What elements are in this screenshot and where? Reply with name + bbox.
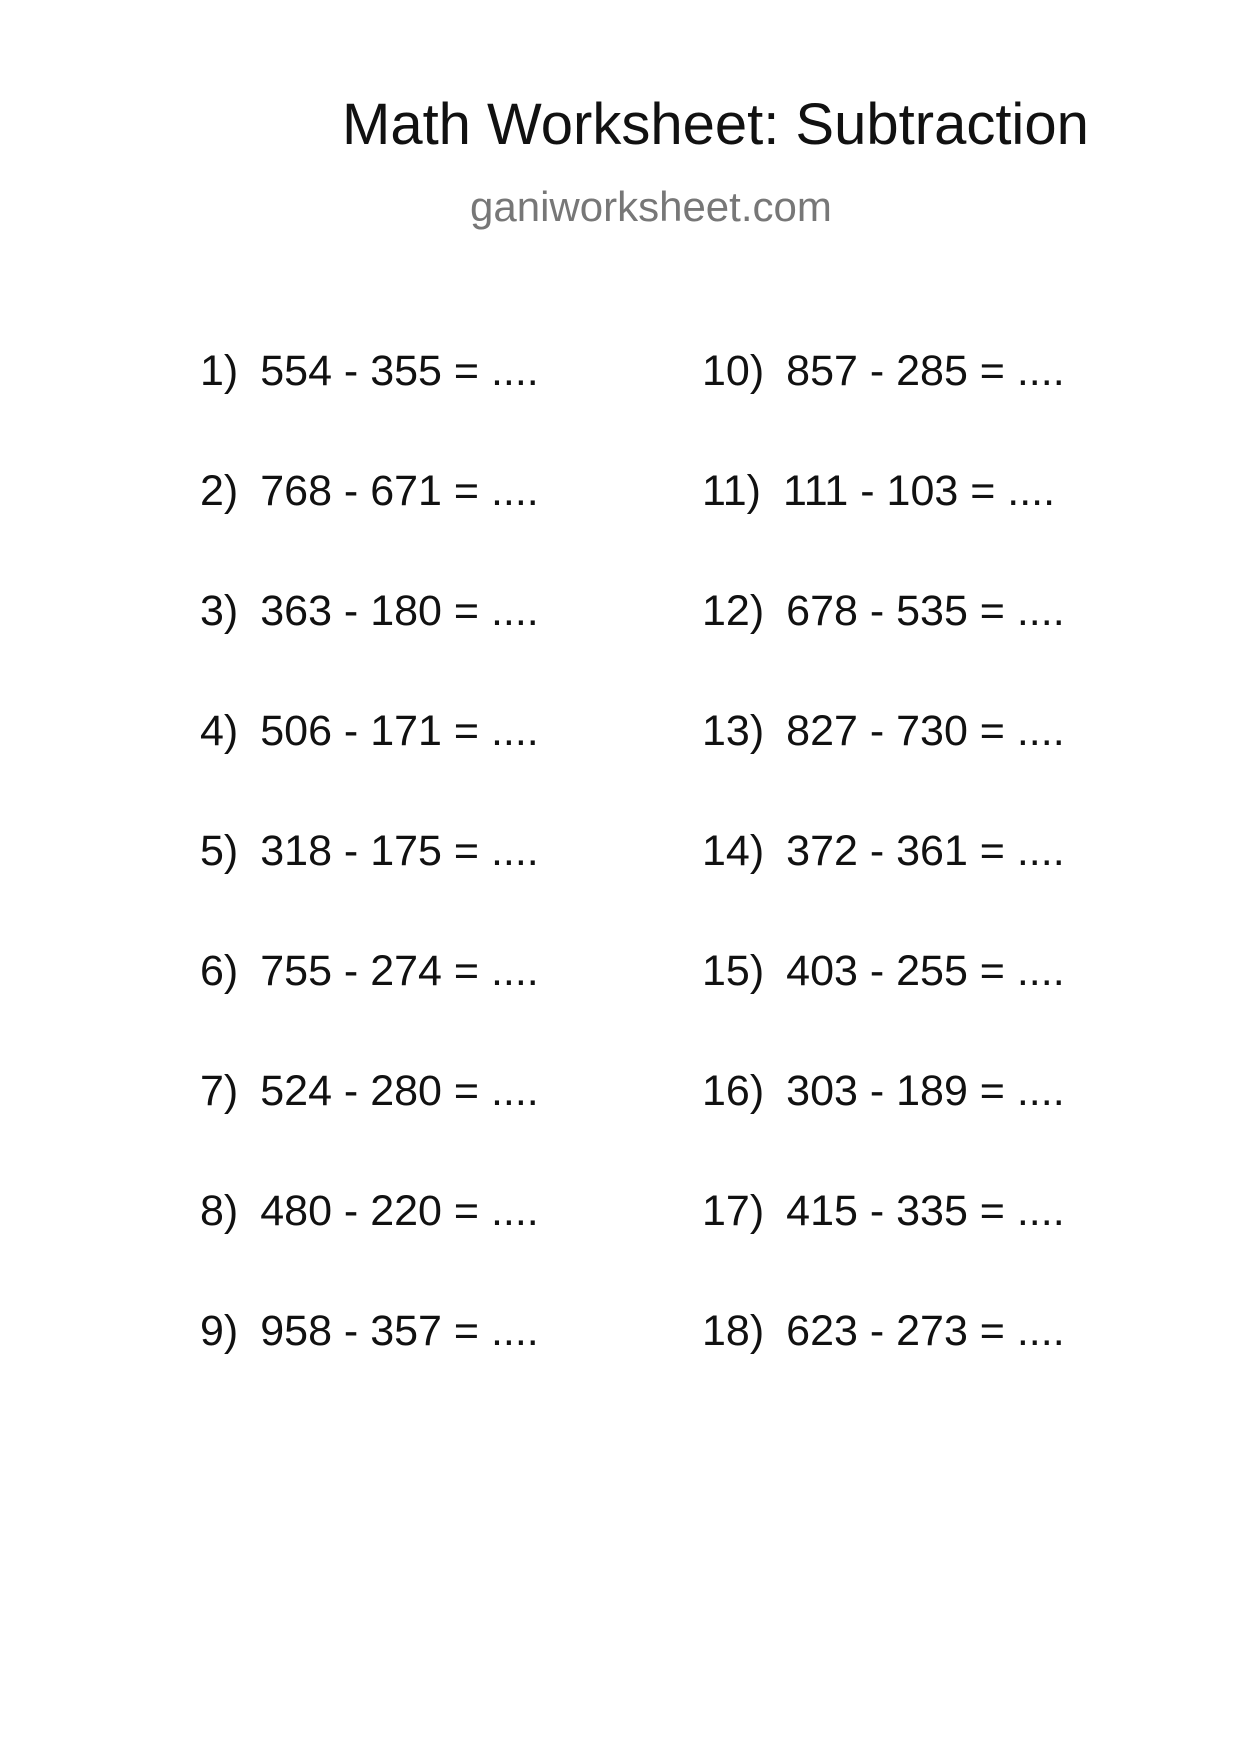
problem-number: 7) [200,1067,239,1115]
problem-item [702,1187,1065,1310]
problem-expression: 303 - 189 = .... [786,1067,1065,1115]
problem-expression: 318 - 175 = .... [260,827,539,875]
problem-item [702,587,1065,710]
problem-expression: 506 - 171 = .... [260,707,539,755]
problem-item [200,947,539,1070]
problem-number: 14) [702,827,765,875]
problem-expression: 755 - 274 = .... [260,947,539,995]
page-title: Math Worksheet: Subtraction [342,92,1089,157]
problem-item [200,1307,539,1430]
problem-number: 12) [702,587,765,635]
problem-item [702,347,1065,470]
problem-number: 8) [200,1187,239,1235]
problem-expression: 480 - 220 = .... [260,1187,539,1235]
problem-number: 3) [200,587,239,635]
problem-number: 11) [702,467,761,515]
problem-number: 4) [200,707,239,755]
problem-column-right [702,347,1065,1430]
problem-number: 18) [702,1307,765,1355]
problem-expression: 363 - 180 = .... [260,587,539,635]
problem-number: 16) [702,1067,765,1115]
problem-item [200,1067,539,1190]
problem-number: 5) [200,827,239,875]
problem-number: 15) [702,947,765,995]
problem-item [702,707,1065,830]
source-subtitle: ganiworksheet.com [470,183,832,230]
problem-expression: 827 - 730 = .... [786,707,1065,755]
problem-expression: 372 - 361 = .... [786,827,1065,875]
problem-expression: 857 - 285 = .... [786,347,1065,395]
problem-column-left [200,347,539,1430]
problem-item [200,467,539,590]
problem-expression: 111 - 103 = .... [782,467,1056,515]
problem-item [200,1187,539,1310]
problem-number: 1) [200,347,239,395]
problem-item [702,467,1065,590]
problem-expression: 768 - 671 = .... [260,467,539,515]
problem-expression: 415 - 335 = .... [786,1187,1065,1235]
problem-item [702,827,1065,950]
problem-expression: 623 - 273 = .... [786,1307,1065,1355]
problem-number: 6) [200,947,239,995]
problem-item [702,1307,1065,1430]
problem-item [702,1067,1065,1190]
problem-expression: 678 - 535 = .... [786,587,1065,635]
problem-expression: 403 - 255 = .... [786,947,1065,995]
problem-number: 13) [702,707,765,755]
problem-item [200,827,539,950]
problem-item [200,587,539,710]
problem-number: 9) [200,1307,239,1355]
problem-item [702,947,1065,1070]
problem-item [200,347,539,470]
problem-number: 17) [702,1187,765,1235]
problem-number: 2) [200,467,239,515]
problem-expression: 554 - 355 = .... [260,347,539,395]
problem-item [200,707,539,830]
problem-number: 10) [702,347,765,395]
problem-expression: 958 - 357 = .... [260,1307,539,1355]
problem-expression: 524 - 280 = .... [260,1067,539,1115]
